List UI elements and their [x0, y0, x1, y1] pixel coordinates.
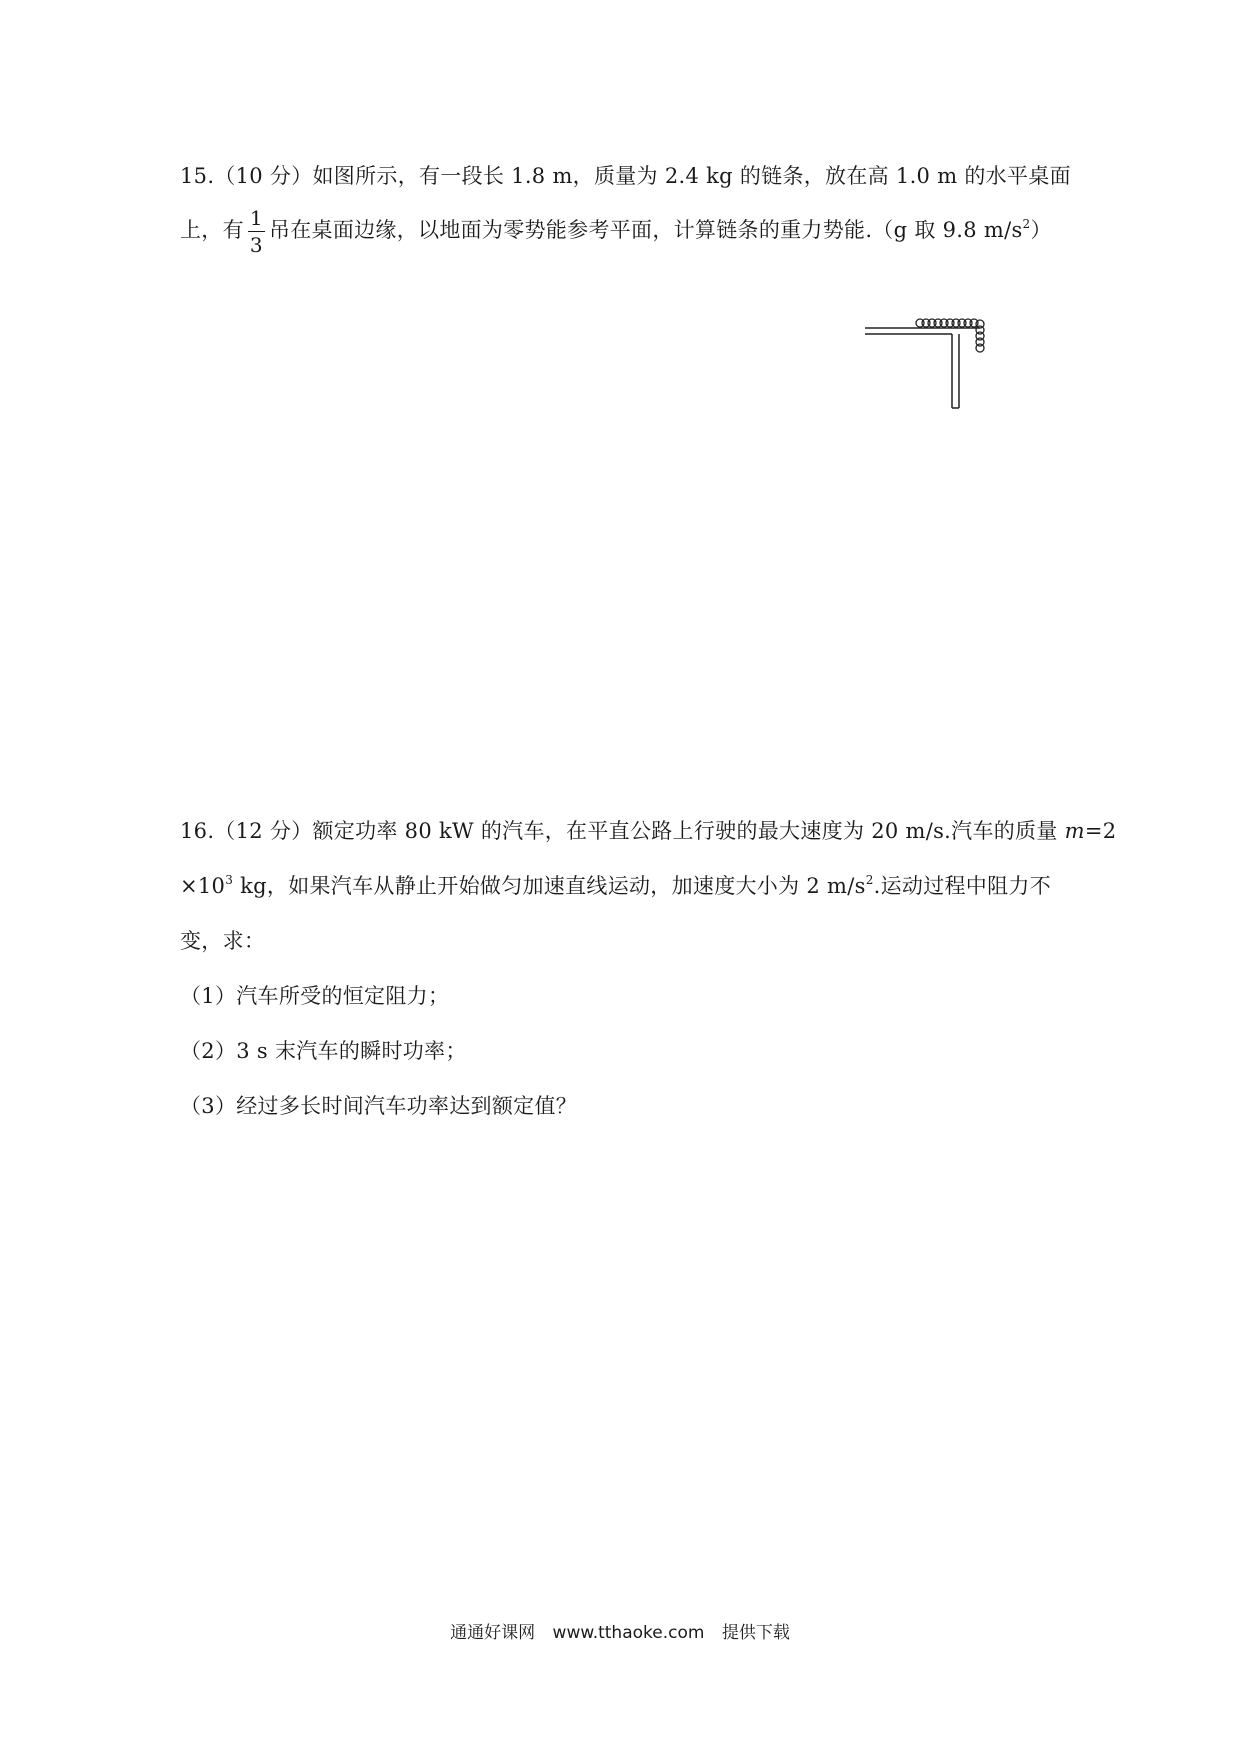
q16-exponent-3: 3: [225, 873, 234, 887]
chain-horizontal-part: [916, 319, 978, 327]
q16-exponent-2: 2: [865, 873, 874, 887]
q15-exponent: 2: [1022, 217, 1031, 231]
q16-line-2: [180, 870, 1051, 900]
q16-line-3: 变，求：: [180, 929, 266, 953]
footer-suffix: 提供下载: [721, 1623, 790, 1643]
footer-site-name: 通通好课网: [450, 1623, 536, 1643]
fraction-numerator: 1: [249, 206, 263, 230]
q15-line-1: 15.（10 分）如图所示，有一段长 1.8 m，质量为 2.4 kg 的链条，放在高 1.0 m 的水平桌面: [180, 164, 1071, 188]
q15-line-2-close: ）: [1030, 218, 1052, 242]
q16-line-2-b: kg，如果汽车从静止开始做匀加速直线运动，加速度大小为 2 m/s: [233, 874, 866, 898]
q15-line-2: [180, 208, 1052, 255]
fraction-denominator: 3: [249, 233, 263, 257]
mass-variable: m: [1064, 819, 1085, 843]
q16-sub-question-1: （1）汽车所受的恒定阻力；: [180, 984, 450, 1008]
q16-line-1-end: =2: [1084, 819, 1117, 843]
q16-line-1: [180, 815, 1116, 845]
q16-sub-question-3: （3）经过多长时间汽车功率达到额定值？: [180, 1094, 578, 1118]
q15-line-2-prefix: 上，有: [180, 218, 244, 242]
q16-line-1-text: 16.（12 分）额定功率 80 kW 的汽车，在平直公路上行驶的最大速度为 20 m/s.汽车的质量: [180, 819, 1065, 843]
one-third-fraction: [248, 208, 265, 255]
q16-line-2-c: .运动过程中阻力不: [873, 874, 1051, 898]
chain-on-table-diagram: [860, 310, 1010, 410]
footer-url[interactable]: www.tthaoke.com: [552, 1623, 705, 1643]
q16-line-2-a: ×10: [180, 874, 226, 898]
fraction-bar: [248, 231, 265, 232]
q16-sub-question-2: （2）3 s 末汽车的瞬时功率；: [180, 1039, 467, 1063]
q15-line-2-suffix: 吊在桌面边缘，以地面为零势能参考平面，计算链条的重力势能.（g 取 9.8 m/s: [268, 218, 1023, 242]
page-footer: [0, 1618, 1240, 1643]
